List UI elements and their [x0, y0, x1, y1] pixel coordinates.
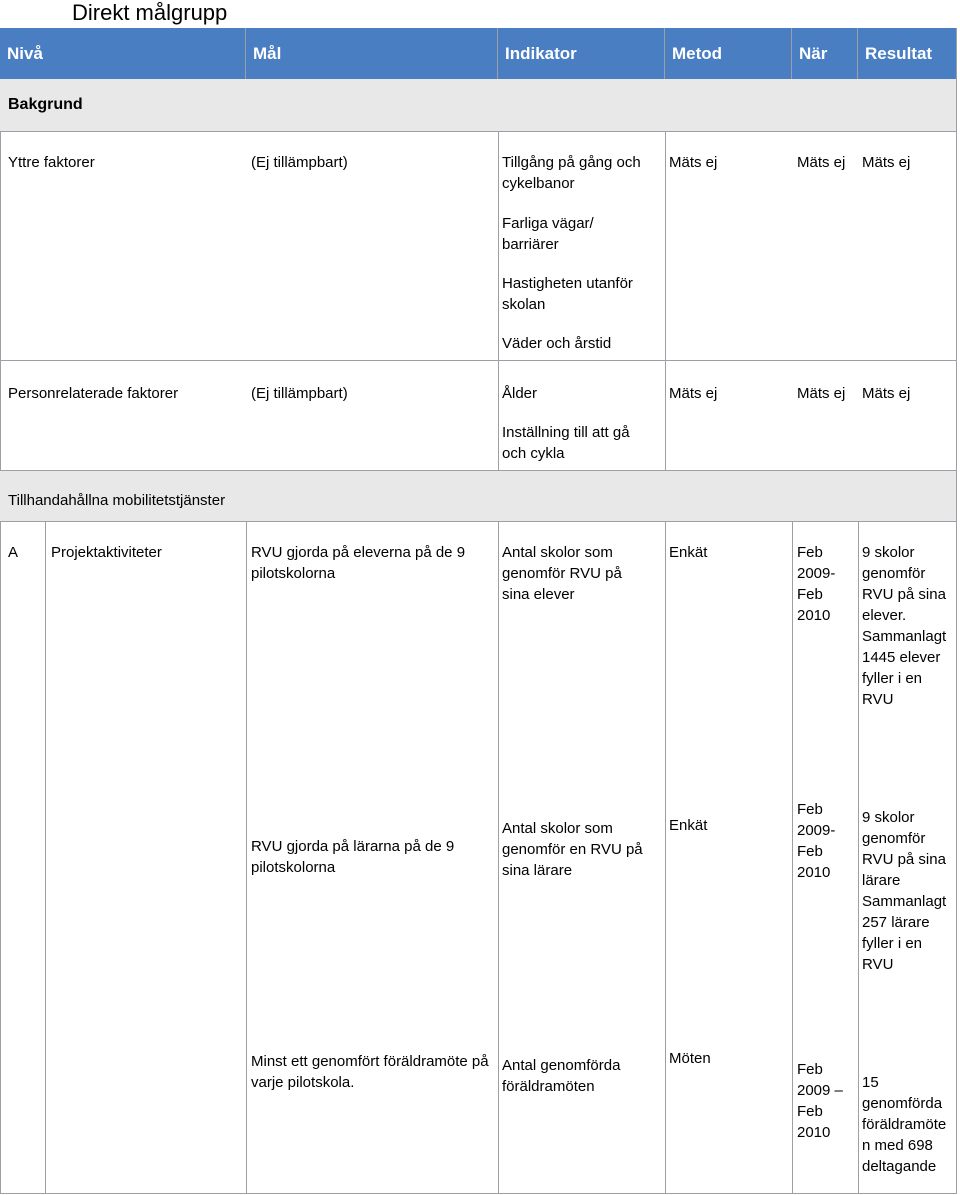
- person-indikator: Inställning till att gå och cykla: [502, 424, 630, 462]
- header-indikator: [498, 28, 665, 79]
- a2-metod: Enkät: [669, 817, 708, 834]
- yttre-niva: Yttre faktorer: [8, 154, 95, 171]
- person-indikator: Ålder: [502, 385, 538, 402]
- yttre-metod: Mäts ej: [669, 154, 718, 171]
- person-resultat: Mäts ej: [862, 385, 911, 402]
- person-mal: (Ej tillämpbart): [251, 385, 348, 402]
- a1-mal: RVU gjorda på eleverna på de 9 pilotskolorna: [251, 544, 466, 582]
- person-niva: Personrelaterade faktorer: [8, 385, 179, 402]
- header-mal: [246, 28, 498, 79]
- header-label: Nivå: [7, 43, 43, 63]
- row-letter: A: [8, 544, 19, 561]
- yttre-indikator: Tillgång på gång och cykelbanor: [502, 154, 641, 192]
- header-label: Resultat: [865, 43, 933, 63]
- a1-metod: Enkät: [669, 544, 708, 561]
- a3-metod: Möten: [669, 1050, 711, 1067]
- a3-mal: Minst ett genomfört föräldramöte på varje pilotskola.: [251, 1053, 489, 1091]
- yttre-nar: Mäts ej: [797, 154, 846, 171]
- yttre-indikator: Farliga vägar/ barriärer: [502, 215, 594, 253]
- section-bakgrund: Bakgrund: [0, 79, 957, 131]
- a3-indikator: Antal genomförda föräldramöten: [502, 1057, 621, 1095]
- person-metod: Mäts ej: [669, 385, 718, 402]
- page-title: Direkt målgrupp: [72, 0, 228, 25]
- person-nar: Mäts ej: [797, 385, 846, 402]
- yttre-mal: (Ej tillämpbart): [251, 154, 348, 171]
- section-tillhandahallna: Tillhandahållna mobilitetstjänster: [0, 470, 957, 521]
- a2-nar: Feb 2009- Feb 2010: [797, 801, 836, 881]
- yttre-indikator: Hastigheten utanför skolan: [502, 275, 633, 313]
- a2-mal: RVU gjorda på lärarna på de 9 pilotskolorna: [251, 838, 455, 876]
- a1-nar: Feb 2009- Feb 2010: [797, 544, 836, 624]
- header-label: Mål: [253, 43, 282, 63]
- a3-nar: Feb 2009 – Feb 2010: [797, 1061, 843, 1141]
- header-label: Metod: [672, 43, 723, 63]
- a2-indikator: Antal skolor som genomför en RVU på sina lärare: [502, 820, 643, 879]
- a-niva: Projektaktiviteter: [51, 544, 162, 561]
- header-label: När: [799, 43, 828, 63]
- yttre-resultat: Mäts ej: [862, 154, 911, 171]
- a1-indikator: Antal skolor som genomför RVU på sina elever: [502, 544, 622, 603]
- a2-resultat: 9 skolor genomför RVU på sina lärare Sammanlagt 257 lärare fyller i en RVU: [862, 809, 947, 973]
- a1-resultat: 9 skolor genomför RVU på sina elever. Sammanlagt 1445 elever fyller i en RVU: [862, 544, 947, 708]
- header-label: Indikator: [505, 43, 577, 63]
- header-nar: [792, 28, 858, 79]
- yttre-indikator: Väder och årstid: [502, 335, 612, 352]
- header-resultat: [858, 28, 957, 79]
- header-metod: [665, 28, 792, 79]
- header-niva: [0, 28, 246, 79]
- a3-resultat: 15 genomförda föräldramöte n med 698 deltagande: [862, 1074, 947, 1175]
